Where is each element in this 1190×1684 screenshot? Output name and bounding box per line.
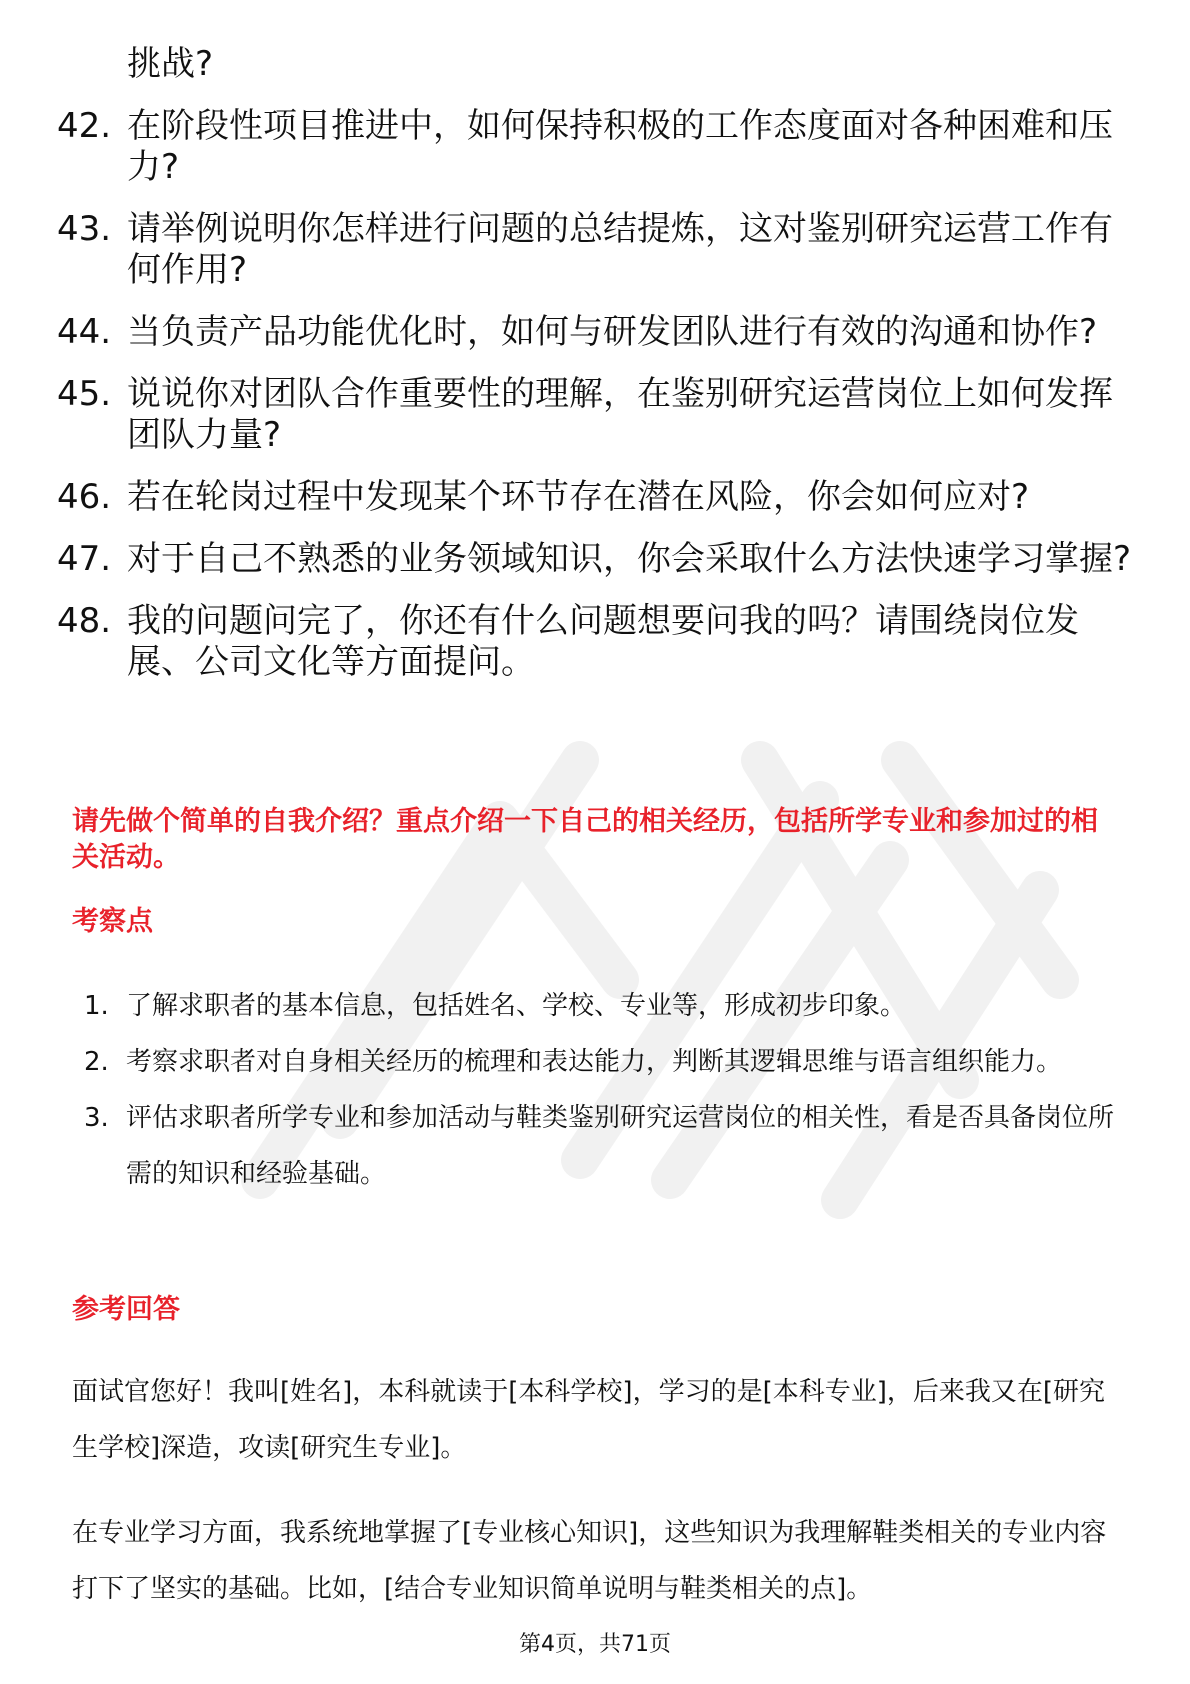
question-item (57, 601, 1137, 683)
question-number: 43. (57, 209, 112, 249)
question-number: 42. (57, 106, 112, 146)
question-text: 在阶段性项目推进中，如何保持积极的工作态度面对各种困难和压力? (127, 106, 1113, 187)
section-question-heading: 请先做个简单的自我介绍？重点介绍一下自己的相关经历，包括所学专业和参加过的相关活动。 (72, 806, 1098, 873)
point-number: 1. (84, 991, 109, 1021)
question-text: 我的问题问完了，你还有什么问题想要问我的吗？请围绕岗位发展、公司文化等方面提问。 (127, 601, 1079, 682)
answer-paragraph: 在专业学习方面，我系统地掌握了[专业核心知识]，这些知识为我理解鞋类相关的专业内容打下了坚实的基础。比如，[结合专业知识简单说明与鞋类相关的点]。 (72, 1518, 1107, 1604)
point-text: 考察求职者对自身相关经历的梳理和表达能力，判断其逻辑思维与语言组织能力。 (126, 1047, 1063, 1077)
question-item (57, 374, 1137, 456)
list-item (84, 978, 1124, 1034)
question-text: 对于自己不熟悉的业务领域知识，你会采取什么方法快速学习掌握? (127, 539, 1132, 579)
point-number: 3. (84, 1103, 109, 1133)
question-text: 当负责产品功能优化时，如何与研发团队进行有效的沟通和协作? (127, 312, 1098, 352)
question-item (57, 477, 1137, 518)
question-number: 47. (57, 539, 112, 579)
question-item (57, 106, 1137, 188)
question-item (57, 539, 1137, 580)
question-list (57, 44, 1137, 704)
question-text: 若在轮岗过程中发现某个环节存在潜在风险，你会如何应对? (127, 477, 1030, 517)
question-item (57, 209, 1137, 291)
question-number: 45. (57, 374, 112, 414)
question-continuation: 挑战? (127, 44, 214, 84)
point-text: 了解求职者的基本信息，包括姓名、学校、专业等，形成初步印象。 (126, 991, 907, 1021)
list-item (84, 1034, 1124, 1090)
question-number: 46. (57, 477, 112, 517)
question-number: 48. (57, 601, 112, 641)
page-number: 第4页，共71页 (519, 1632, 671, 1657)
assessment-points-list (84, 978, 1124, 1202)
reference-answer-label: 参考回答 (72, 1294, 180, 1325)
point-number: 2. (84, 1047, 109, 1077)
answer-paragraph: 面试官您好！我叫[姓名]，本科就读于[本科学校]，学习的是[本科专业]，后来我又在[研究生学校]深造，攻读[研究生专业]。 (72, 1377, 1106, 1463)
assessment-points-label: 考察点 (72, 906, 153, 937)
list-item (84, 1090, 1124, 1202)
question-number: 44. (57, 312, 112, 352)
question-text: 说说你对团队合作重要性的理解，在鉴别研究运营岗位上如何发挥团队力量? (127, 374, 1113, 455)
question-item (57, 312, 1137, 353)
point-text: 评估求职者所学专业和参加活动与鞋类鉴别研究运营岗位的相关性，看是否具备岗位所需的知识和经验基础。 (126, 1103, 1115, 1189)
question-text: 请举例说明你怎样进行问题的总结提炼，这对鉴别研究运营工作有何作用? (127, 209, 1113, 290)
